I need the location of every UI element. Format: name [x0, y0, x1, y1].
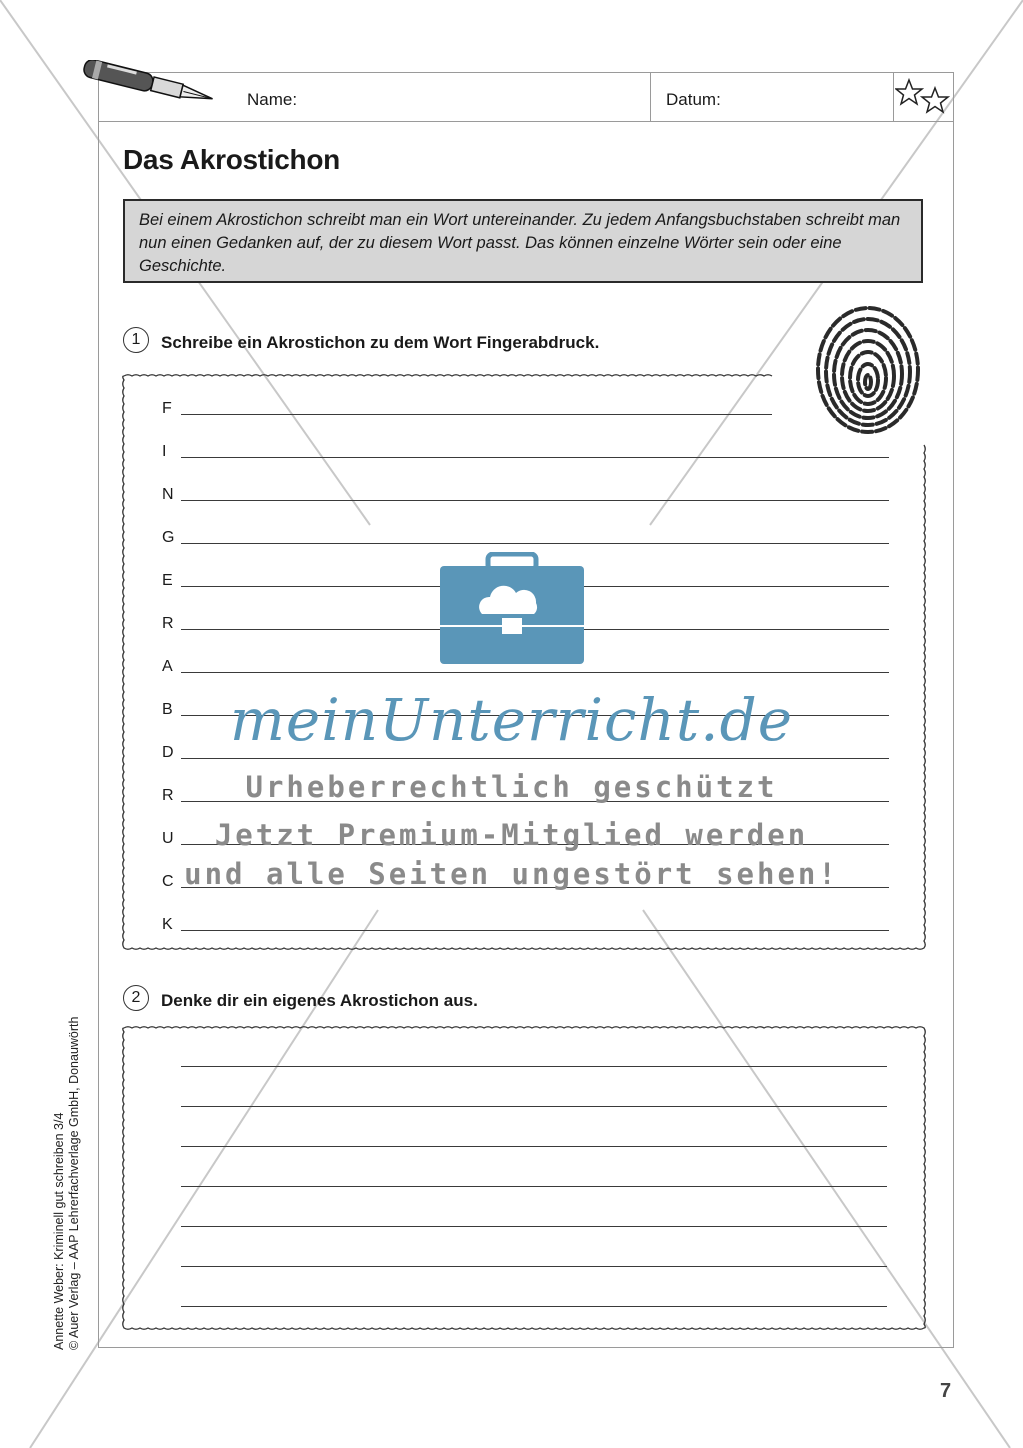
acrostic-letter: A	[162, 658, 173, 675]
acrostic-letter: N	[162, 486, 174, 503]
acrostic-letter: F	[162, 400, 172, 417]
acrostic-letter: U	[162, 830, 174, 847]
writing-line[interactable]	[181, 1226, 887, 1227]
acrostic-letter: K	[162, 916, 173, 933]
name-label: Name:	[247, 90, 298, 109]
credit-line-1: Annette Weber: Kriminell gut schreiben 3/4	[52, 1112, 66, 1350]
task-1-instruction: Schreibe ein Akrostichon zu dem Wort Fingerabdruck.	[161, 333, 600, 352]
task-2-instruction: Denke dir ein eigenes Akrostichon aus.	[161, 991, 478, 1010]
writing-line[interactable]	[181, 1146, 887, 1147]
acrostic-letter: R	[162, 615, 174, 632]
acrostic-letter: D	[162, 744, 174, 761]
acrostic-letter: I	[162, 443, 167, 460]
writing-line[interactable]	[181, 500, 889, 501]
writing-line[interactable]	[181, 414, 772, 415]
task-number-2: 2	[123, 985, 149, 1011]
writing-line[interactable]	[181, 543, 889, 544]
copyright-credit	[52, 970, 82, 1350]
watermark-line-2: Jetzt Premium-Mitglied werden	[214, 818, 809, 852]
acrostic-letter: R	[162, 787, 174, 804]
writing-line[interactable]	[181, 758, 889, 759]
acrostic-letter: G	[162, 529, 175, 546]
acrostic-letter: B	[162, 701, 173, 718]
watermark-line-3: und alle Seiten ungestört sehen!	[184, 857, 839, 891]
acrostic-letter: E	[162, 572, 173, 589]
acrostic-letter: C	[162, 873, 174, 890]
task-number-1: 1	[123, 327, 149, 353]
writing-line[interactable]	[181, 672, 889, 673]
briefcase-cloud-icon	[438, 552, 586, 666]
writing-line[interactable]	[181, 1186, 887, 1187]
writing-line[interactable]	[181, 1066, 887, 1067]
writing-line[interactable]	[181, 1266, 887, 1267]
page-number: 7	[940, 1380, 952, 1402]
credit-line-2: © Auer Verlag – AAP Lehrerfachverlage GmbH, Donauwörth	[67, 1016, 81, 1350]
date-label: Datum:	[666, 90, 721, 109]
writing-line[interactable]	[181, 930, 889, 931]
writing-line[interactable]	[181, 457, 889, 458]
info-box: Bei einem Akrostichon schreibt man ein Wort untereinander. Zu jedem Anfangsbuchstaben schreibt man nun einen Gedanken auf, der zu diesem Wort passt. Das können einzelne Wörter sein oder eine Geschichte.	[123, 199, 923, 283]
watermark-brand: meinUnterricht.de	[229, 686, 794, 754]
writing-line[interactable]	[181, 1106, 887, 1107]
writing-line[interactable]	[181, 1306, 887, 1307]
watermark-line-1: Urheberrechtlich geschützt	[245, 770, 778, 804]
page-title: Das Akrostichon	[123, 144, 340, 175]
